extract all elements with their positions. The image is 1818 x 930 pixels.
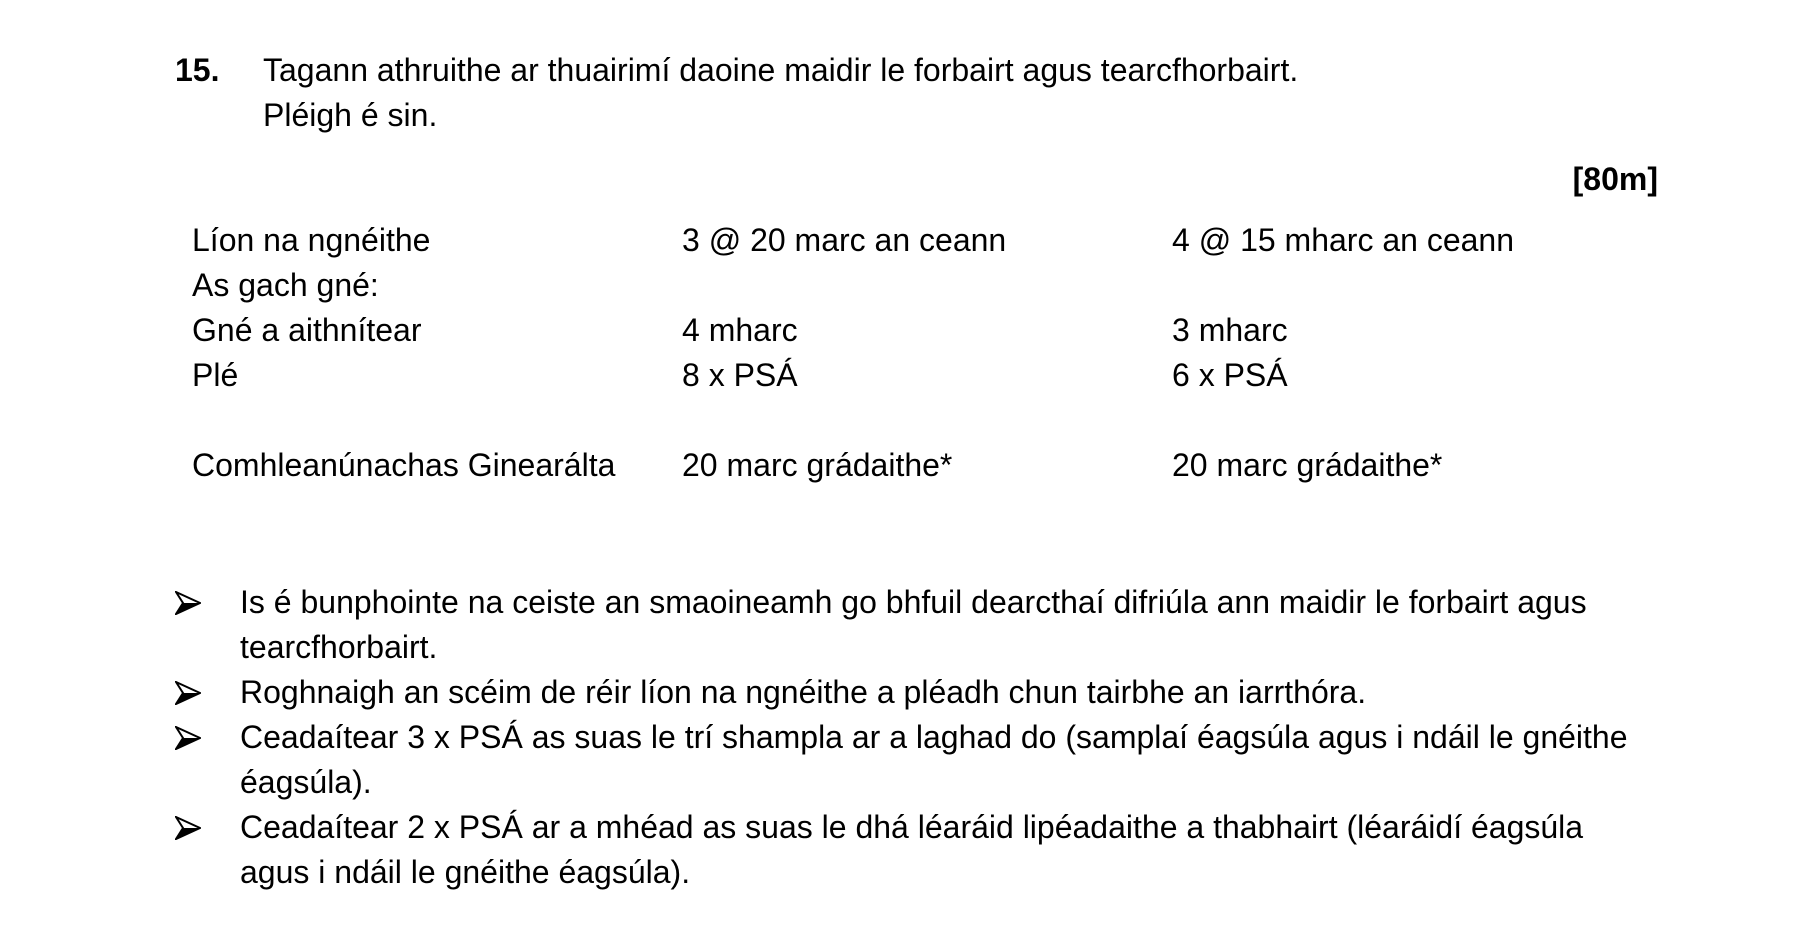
scheme-option-a: 3 @ 20 marc an ceann [682, 222, 1007, 258]
question-number: 15. [175, 52, 220, 88]
scheme-label: Líon na ngnéithe [192, 222, 431, 258]
scheme-option-b: 6 x PSÁ [1172, 357, 1288, 393]
scheme-option-a: 4 mharc [682, 312, 798, 348]
scheme-label: Gné a aithnítear [192, 312, 422, 348]
scheme-option-a: 8 x PSÁ [682, 357, 798, 393]
arrowhead-bullet-icon [175, 681, 201, 705]
scheme-label: As gach gné: [192, 267, 379, 303]
list-item [175, 805, 1645, 895]
question-text [263, 48, 1683, 138]
list-item [175, 670, 1645, 715]
arrowhead-bullet-icon [175, 591, 201, 615]
question-line: Pléigh é sin. [263, 97, 438, 133]
question-line: Tagann athruithe ar thuairimí daoine maidir le forbairt agus tearcfhorbairt. [263, 52, 1299, 88]
marking-notes-list [175, 580, 1645, 895]
note-text: Ceadaítear 3 x PSÁ as suas le trí shampla ar a laghad do (samplaí éagsúla agus i ndáil le gnéithe éagsúla). [240, 719, 1628, 800]
list-item [175, 580, 1645, 670]
scheme-option-b: 4 @ 15 mharc an ceann [1172, 222, 1515, 258]
scheme-label: Plé [192, 357, 239, 393]
arrowhead-bullet-icon [175, 726, 201, 750]
total-marks: [80m] [1572, 161, 1658, 197]
scheme-option-b: 3 mharc [1172, 312, 1288, 348]
note-text: Is é bunphointe na ceiste an smaoineamh go bhfuil dearcthaí difriúla ann maidir le forbairt agus tearcfhorbairt. [240, 584, 1587, 665]
arrowhead-bullet-icon [175, 816, 201, 840]
scheme-option-a: 20 marc grádaithe* [682, 447, 953, 483]
scheme-label: Comhleanúnachas Ginearálta [192, 447, 616, 483]
note-text: Roghnaigh an scéim de réir líon na ngnéithe a pléadh chun tairbhe an iarrthóra. [240, 674, 1367, 710]
scheme-option-b: 20 marc grádaithe* [1172, 447, 1443, 483]
list-item [175, 715, 1645, 805]
note-text: Ceadaítear 2 x PSÁ ar a mhéad as suas le dhá léaráid lipéadaithe a thabhairt (léaráidí éagsúla agus i ndáil le gnéithe éagsúla). [240, 809, 1584, 890]
